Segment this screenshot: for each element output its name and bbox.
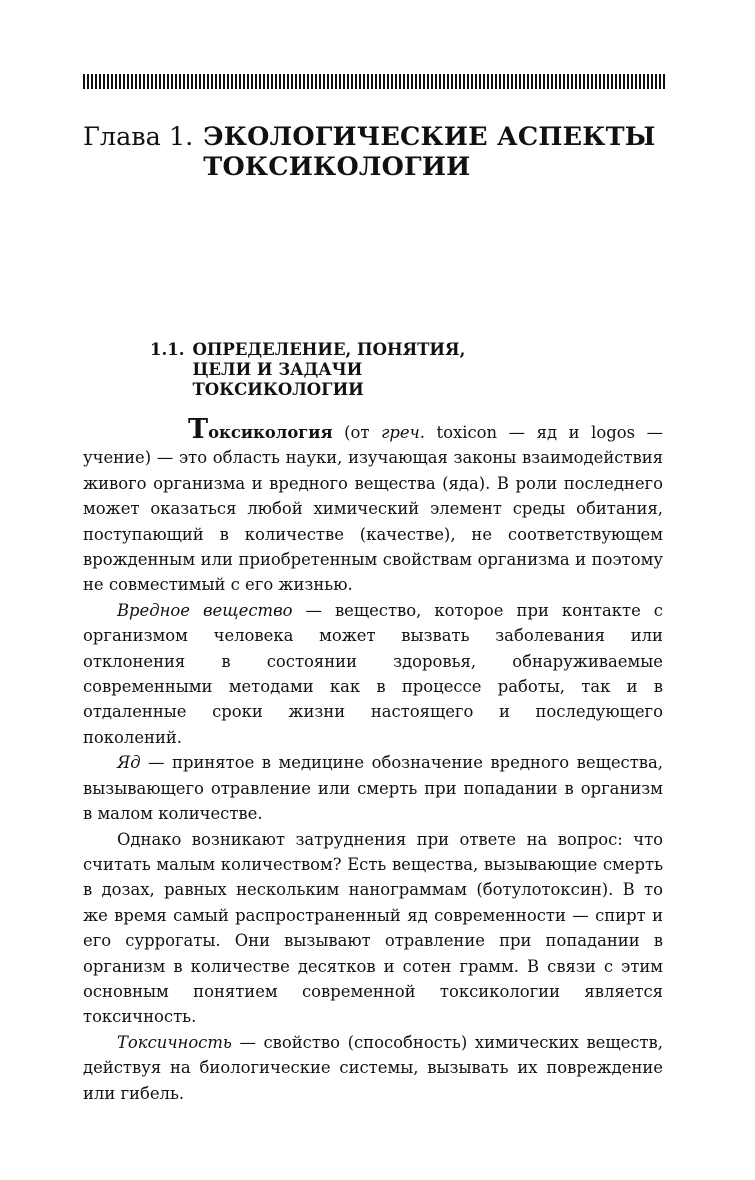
paragraph-text: — вещество, которое при контакте с организмом человека может вызвать заболевания или отклонения в состоянии здоровья, обнаруживаемые современными методами как в процессе работы, так и в отдаленные сроки жизни настоящего и последующего поколений. xyxy=(83,600,663,747)
paragraph-text: . toxicon — яд и logos — учение) — это область науки, изучающая законы взаимодействия живого организма и вредного вещества (яда). В роли последнего может оказаться любой химический элемент среды обитания, поступающий в количестве (качестве), не соответствующем врожденным или приобретенным свойствам организма и поэтому не совместимый с его жизнью. xyxy=(83,423,663,595)
paragraph-toxicology xyxy=(83,414,663,598)
body-text xyxy=(83,414,663,1106)
paragraph-text: — свойство (способность) химических веществ, действуя на биологические системы, вызывать их повреждение или гибель. xyxy=(83,1032,663,1103)
paragraph-toxicity xyxy=(83,1030,663,1106)
paragraph-harmful-substance xyxy=(83,598,663,750)
chapter-label: Глава 1. xyxy=(83,122,194,152)
term-harmful-substance: Вредное вещество xyxy=(117,600,293,620)
term-toxicity: Токсичность xyxy=(117,1032,232,1052)
paragraph-small-quantity xyxy=(83,827,663,1030)
section-heading xyxy=(150,340,570,400)
paragraph-poison xyxy=(83,750,663,826)
header-rule xyxy=(83,74,665,89)
term-toxicology xyxy=(188,414,333,445)
term-toxicology-rest: оксикология xyxy=(208,423,333,442)
dropcap: Т xyxy=(188,414,209,445)
section-number: 1.1. xyxy=(150,340,185,359)
section-title: ОПРЕДЕЛЕНИЕ, ПОНЯТИЯ, ЦЕЛИ И ЗАДАЧИ ТОКСИКОЛОГИИ xyxy=(192,340,466,399)
greek-abbrev: греч xyxy=(381,423,420,442)
term-poison: Яд xyxy=(117,753,141,773)
chapter-title: ЭКОЛОГИЧЕСКИЕ АСПЕКТЫ ТОКСИКОЛОГИИ xyxy=(203,122,656,182)
paragraph-text: Однако возникают затруднения при ответе на вопрос: что считать малым количеством? Есть вещества, вызывающие смерть в дозах, равных нескольким нанограммам (ботулотоксин). В то же время самый распространенный яд современности — спирт и его суррогаты. Они вызывают отравление при попадании в организм в количестве десятков и сотен грамм. В связи с этим основным понятием современной токсикологии является токсичность. xyxy=(83,829,663,1027)
paragraph-text: — принятое в медицине обозначение вредного вещества, вызывающего отравление или смерть при попадании в организм в малом количестве. xyxy=(83,753,663,824)
chapter-heading xyxy=(83,122,683,182)
paragraph-text: (от xyxy=(332,423,382,442)
